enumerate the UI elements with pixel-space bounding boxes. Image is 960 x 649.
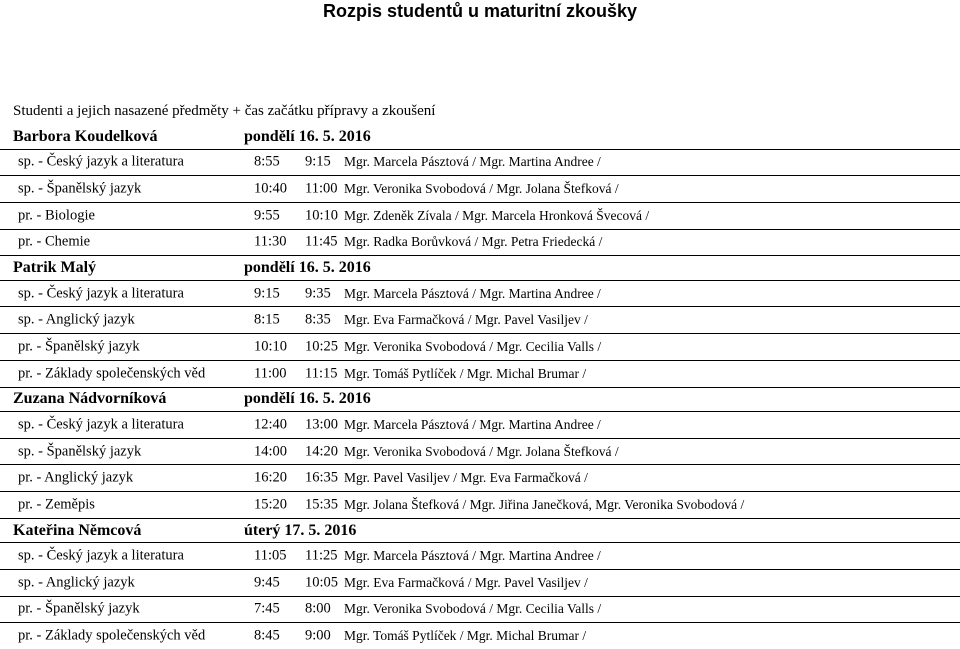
- teachers: Mgr. Marcela Pásztová / Mgr. Martina Andree /: [344, 548, 601, 564]
- prep-time: 12:40: [254, 416, 288, 433]
- exam-time: 8:35: [305, 311, 331, 328]
- page-subtitle: Studenti a jejich nasazené předměty + čas začátku přípravy a zkoušení: [13, 103, 436, 119]
- teachers: Mgr. Eva Farmačková / Mgr. Pavel Vasiljev /: [344, 312, 588, 328]
- prep-time: 9:15: [254, 285, 280, 302]
- teachers: Mgr. Tomáš Pytlíček / Mgr. Michal Brumar /: [344, 365, 587, 381]
- subject-row: [0, 281, 960, 308]
- student-header: [0, 388, 960, 413]
- student-name: Zuzana Nádvorníková: [13, 390, 167, 408]
- subject-name: pr. - Chemie: [18, 233, 91, 250]
- teachers: Mgr. Marcela Pásztová / Mgr. Martina Andree /: [344, 154, 601, 170]
- prep-time: 16:20: [254, 469, 288, 486]
- subject-name: pr. - Zeměpis: [18, 496, 95, 513]
- student-header: [0, 256, 960, 281]
- prep-time: 9:55: [254, 207, 280, 224]
- subject-row: [0, 439, 960, 466]
- student-name: Barbora Koudelková: [13, 127, 158, 145]
- student-name: Patrik Malý: [13, 259, 97, 276]
- exam-date: pondělí 16. 5. 2016: [244, 390, 371, 408]
- exam-time: 11:25: [305, 547, 338, 564]
- subject-name: pr. - Španělský jazyk: [18, 600, 140, 617]
- prep-time: 14:00: [254, 443, 288, 460]
- teachers: Mgr. Jolana Štefková / Mgr. Jiřina Janečková, Mgr. Veronika Svobodová /: [344, 496, 745, 512]
- exam-time: 10:05: [305, 574, 339, 591]
- subject-row: [0, 150, 960, 177]
- subject-row: [0, 334, 960, 361]
- exam-time: 10:10: [305, 207, 339, 224]
- prep-time: 8:15: [254, 311, 280, 328]
- prep-time: 11:05: [254, 547, 287, 564]
- subject-row: [0, 623, 960, 649]
- subject-name: sp. - Španělský jazyk: [18, 180, 142, 197]
- teachers: Mgr. Marcela Pásztová / Mgr. Martina Andree /: [344, 416, 601, 432]
- prep-time: 11:00: [254, 365, 287, 382]
- student-header: [0, 125, 960, 150]
- student-list: [0, 125, 960, 649]
- subject-name: pr. - Anglický jazyk: [18, 469, 134, 486]
- student-block: [0, 256, 960, 387]
- exam-time: 14:20: [305, 443, 339, 460]
- prep-time: 8:55: [254, 153, 280, 170]
- exam-time: 9:35: [305, 285, 331, 302]
- subject-name: pr. - Španělský jazyk: [18, 338, 140, 355]
- exam-time: 13:00: [305, 416, 339, 433]
- subject-row: [0, 492, 960, 519]
- student-block: [0, 125, 960, 256]
- subject-name: sp. - Anglický jazyk: [18, 574, 135, 591]
- student-header: [0, 519, 960, 544]
- subject-row: [0, 412, 960, 439]
- subject-name: pr. - Základy společenských věd: [18, 627, 206, 644]
- teachers: Mgr. Veronika Svobodová / Mgr. Cecilia Valls /: [344, 601, 602, 617]
- exam-time: 16:35: [305, 469, 339, 486]
- exam-time: 11:00: [305, 180, 338, 197]
- subject-row: [0, 203, 960, 230]
- prep-time: 15:20: [254, 496, 288, 513]
- student-block: [0, 519, 960, 649]
- exam-time: 11:45: [305, 233, 338, 250]
- teachers: Mgr. Eva Farmačková / Mgr. Pavel Vasiljev /: [344, 574, 588, 590]
- subject-row: [0, 176, 960, 203]
- subject-row: [0, 230, 960, 257]
- exam-time: 8:00: [305, 600, 331, 617]
- subject-name: pr. - Biologie: [18, 207, 95, 224]
- subject-name: sp. - Španělský jazyk: [18, 443, 142, 460]
- prep-time: 8:45: [254, 627, 280, 644]
- teachers: Mgr. Veronika Svobodová / Mgr. Cecilia Valls /: [344, 338, 602, 354]
- exam-time: 10:25: [305, 338, 339, 355]
- subject-name: pr. - Základy společenských věd: [18, 365, 206, 382]
- prep-time: 10:40: [254, 180, 288, 197]
- subject-row: [0, 361, 960, 388]
- teachers: Mgr. Pavel Vasiljev / Mgr. Eva Farmačková /: [344, 470, 588, 486]
- teachers: Mgr. Radka Borůvková / Mgr. Petra Friedecká /: [344, 234, 603, 250]
- teachers: Mgr. Veronika Svobodová / Mgr. Jolana Štefková /: [344, 443, 619, 459]
- teachers: Mgr. Marcela Pásztová / Mgr. Martina Andree /: [344, 285, 601, 301]
- exam-date: pondělí 16. 5. 2016: [244, 127, 371, 145]
- exam-time: 9:15: [305, 153, 331, 170]
- subject-row: [0, 597, 960, 624]
- exam-time: 11:15: [305, 365, 338, 382]
- subject-row: [0, 570, 960, 597]
- subject-row: [0, 543, 960, 570]
- teachers: Mgr. Veronika Svobodová / Mgr. Jolana Štefková /: [344, 181, 619, 197]
- prep-time: 9:45: [254, 574, 280, 591]
- subject-name: sp. - Anglický jazyk: [18, 311, 135, 328]
- subject-row: [0, 307, 960, 334]
- exam-time: 9:00: [305, 627, 331, 644]
- subject-name: sp. - Český jazyk a literatura: [18, 416, 184, 433]
- exam-date: úterý 17. 5. 2016: [244, 521, 357, 539]
- prep-time: 7:45: [254, 600, 280, 617]
- subject-name: sp. - Český jazyk a literatura: [18, 547, 184, 564]
- prep-time: 10:10: [254, 338, 288, 355]
- exam-date: pondělí 16. 5. 2016: [244, 259, 371, 276]
- subject-name: sp. - Český jazyk a literatura: [18, 153, 184, 170]
- prep-time: 11:30: [254, 233, 287, 250]
- page-title: Rozpis studentů u maturitní zkoušky: [322, 1, 638, 21]
- student-name: Kateřina Němcová: [13, 521, 142, 539]
- subject-row: [0, 465, 960, 492]
- exam-time: 15:35: [305, 496, 339, 513]
- teachers: Mgr. Tomáš Pytlíček / Mgr. Michal Brumar /: [344, 628, 587, 644]
- student-block: [0, 388, 960, 519]
- subject-name: sp. - Český jazyk a literatura: [18, 285, 184, 302]
- teachers: Mgr. Zdeněk Zívala / Mgr. Marcela Hronková Švecová /: [344, 207, 650, 223]
